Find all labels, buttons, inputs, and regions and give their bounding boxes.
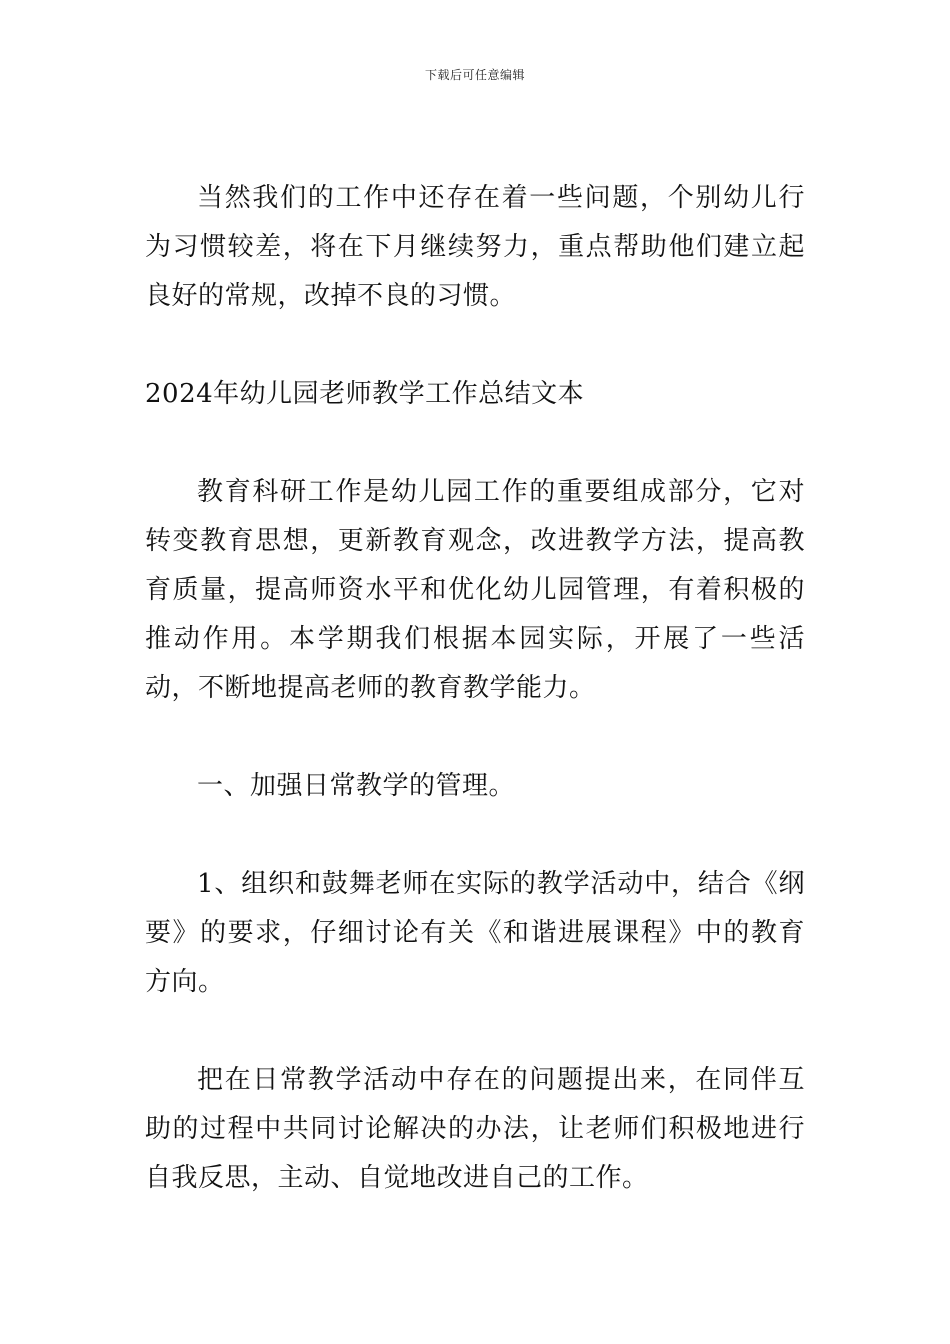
document-body	[145, 174, 805, 1203]
paragraph-gap	[145, 713, 805, 762]
paragraph-research: 教育科研工作是幼儿园工作的重要组成部分，它对转变教育思想，更新教育观念，改进教学方法，提高教育质量，提高师资水平和优化幼儿园管理，有着积极的推动作用。本学期我们根据本园实际，开展了一些活动，不断地提高老师的教育教学能力。	[145, 477, 805, 703]
paragraph-item-1: 1、组织和鼓舞老师在实际的教学活动中，结合《纲要》的要求，仔细讨论有关《和谐进展课程》中的教育方向。	[145, 869, 805, 997]
paragraph-problems: 当然我们的工作中还存在着一些问题，个别幼儿行为习惯较差，将在下月继续努力，重点帮助他们建立起良好的常规，改掉不良的习惯。	[145, 183, 805, 311]
paragraph-gap	[145, 811, 805, 860]
paragraph-reflection: 把在日常教学活动中存在的问题提出来，在同伴互助的过程中共同讨论解决的办法，让老师们积极地进行自我反思，主动、自觉地改进自己的工作。	[145, 1065, 805, 1193]
paragraph-gap	[145, 321, 805, 370]
paragraph-gap	[145, 1007, 805, 1056]
paragraph-gap	[145, 419, 805, 468]
document-title: 2024年幼儿园老师教学工作总结文本	[145, 379, 585, 409]
section-heading-1: 一、加强日常教学的管理。	[197, 771, 516, 801]
header-note: 下载后可任意编辑	[424, 68, 525, 82]
